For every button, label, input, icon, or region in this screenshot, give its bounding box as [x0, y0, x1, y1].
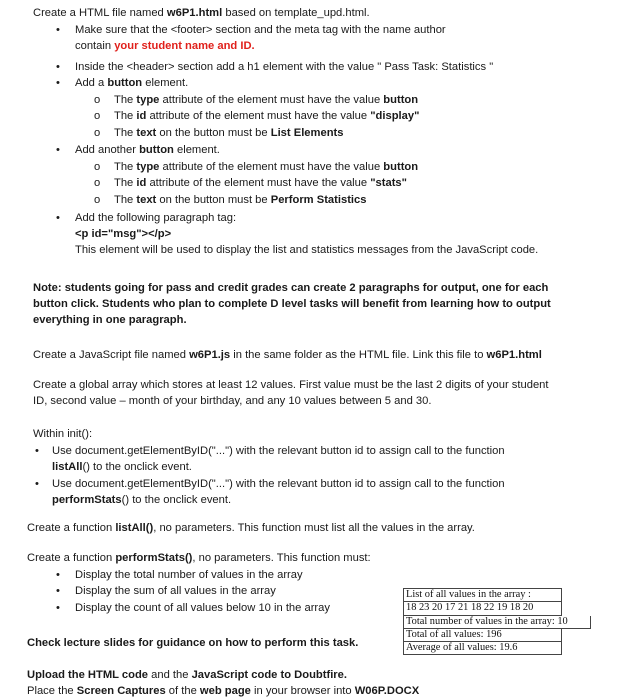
bullet-icon: • [56, 212, 60, 224]
sample-values: 18 23 20 17 21 18 22 19 18 20 [404, 602, 562, 615]
intro-line: Create a HTML file named w6P1.html based on template_upd.html. [33, 7, 370, 19]
bullet-icon: • [56, 144, 60, 156]
sample-list-label: List of all values in the array : [404, 588, 562, 602]
js-file-line: Create a JavaScript file named w6P1.js in the same folder as the HTML file. Link this file to w6P1.html [33, 349, 542, 361]
requirement-paragraph: • Add the following paragraph tag: <p id="msg"></p> This element will be used to display the list and statistics messages from the JavaScript code. [56, 212, 539, 257]
sample-total-count: Total number of values in the array: 10 [404, 616, 591, 629]
requirement-header: • Inside the <header> section add a h1 element with the value " Pass Task: Statistics " [0, 59, 624, 75]
requirement-footer: • Make sure that the <footer> section and the meta tag with the name author contain your student name and ID. [56, 24, 446, 53]
bullet-icon: • [56, 601, 60, 614]
list-item: • Display the sum of all values in the array [0, 583, 400, 599]
bullet-icon: • [56, 24, 60, 36]
list-item: • Display the total number of values in the array [0, 567, 400, 583]
sample-sum: Total of all values: 196 [404, 629, 562, 642]
bullet-icon: • [35, 445, 39, 458]
bullet-icon: • [56, 585, 60, 598]
requirement-display-button: • Add a button element. o The type attribute of the element must have the value button o The id attribute of the element must have the value "display" o The text on the button must be List Elements [0, 75, 624, 141]
init-block: Within init(): • Use document.getElementByID("...") with the relevant button id to assign call to the function listAll() to the onclick event. • Use document.getElementByID("...") with the relevant button id to assign call to the function performStats() to the onclick event. [33, 428, 505, 506]
circle-bullet-icon: o [94, 110, 101, 123]
bullet-icon: • [56, 569, 60, 582]
sample-average: Average of all values: 19.6 [404, 642, 562, 655]
requirement-stats-button: • Add another button element. o The type attribute of the element must have the value button o The id attribute of the element must have the value "stats" o The text on the button must be Perform Statistics [0, 142, 624, 208]
upload-line: Upload the HTML code and the JavaScript code to Doubtfire. [27, 669, 347, 681]
circle-bullet-icon: o [94, 177, 101, 190]
global-array-block: Create a global array which stores at least 12 values. First value must be the last 2 digits of your student ID, second value – month of your birthday, and any 10 values between 5 and 30. [33, 379, 549, 408]
circle-bullet-icon: o [94, 161, 101, 174]
note-block: Note: students going for pass and credit grades can create 2 paragraphs for output, one for each button click. Students who plan to complete D level tasks will benefit from learning how to output everything in one paragraph. [33, 282, 551, 327]
lecture-note: Check lecture slides for guidance on how to perform this task. [27, 637, 359, 649]
place-line: Place the Screen Captures of the web page in your browser into W06P.DOCX [27, 685, 420, 697]
circle-bullet-icon: o [94, 193, 101, 206]
sample-output-screenshot [403, 588, 590, 655]
list-item: • Display the count of all values below 10 in the array [0, 600, 400, 616]
paragraph-code: <p id="msg"></p> [75, 228, 172, 241]
circle-bullet-icon: o [94, 94, 101, 107]
bullet-icon: • [56, 77, 60, 89]
list-all-line: Create a function listAll(), no parameters. This function must list all the values in the array. [27, 522, 475, 534]
bullet-icon: • [35, 477, 39, 490]
bullet-icon: • [56, 61, 60, 73]
perform-stats-block: Create a function performStats(), no parameters. This function must: • Display the total number of values in the array • Display the sum of all values in the array • Display the count of all values below 10 in the array [0, 550, 400, 616]
circle-bullet-icon: o [94, 126, 101, 139]
